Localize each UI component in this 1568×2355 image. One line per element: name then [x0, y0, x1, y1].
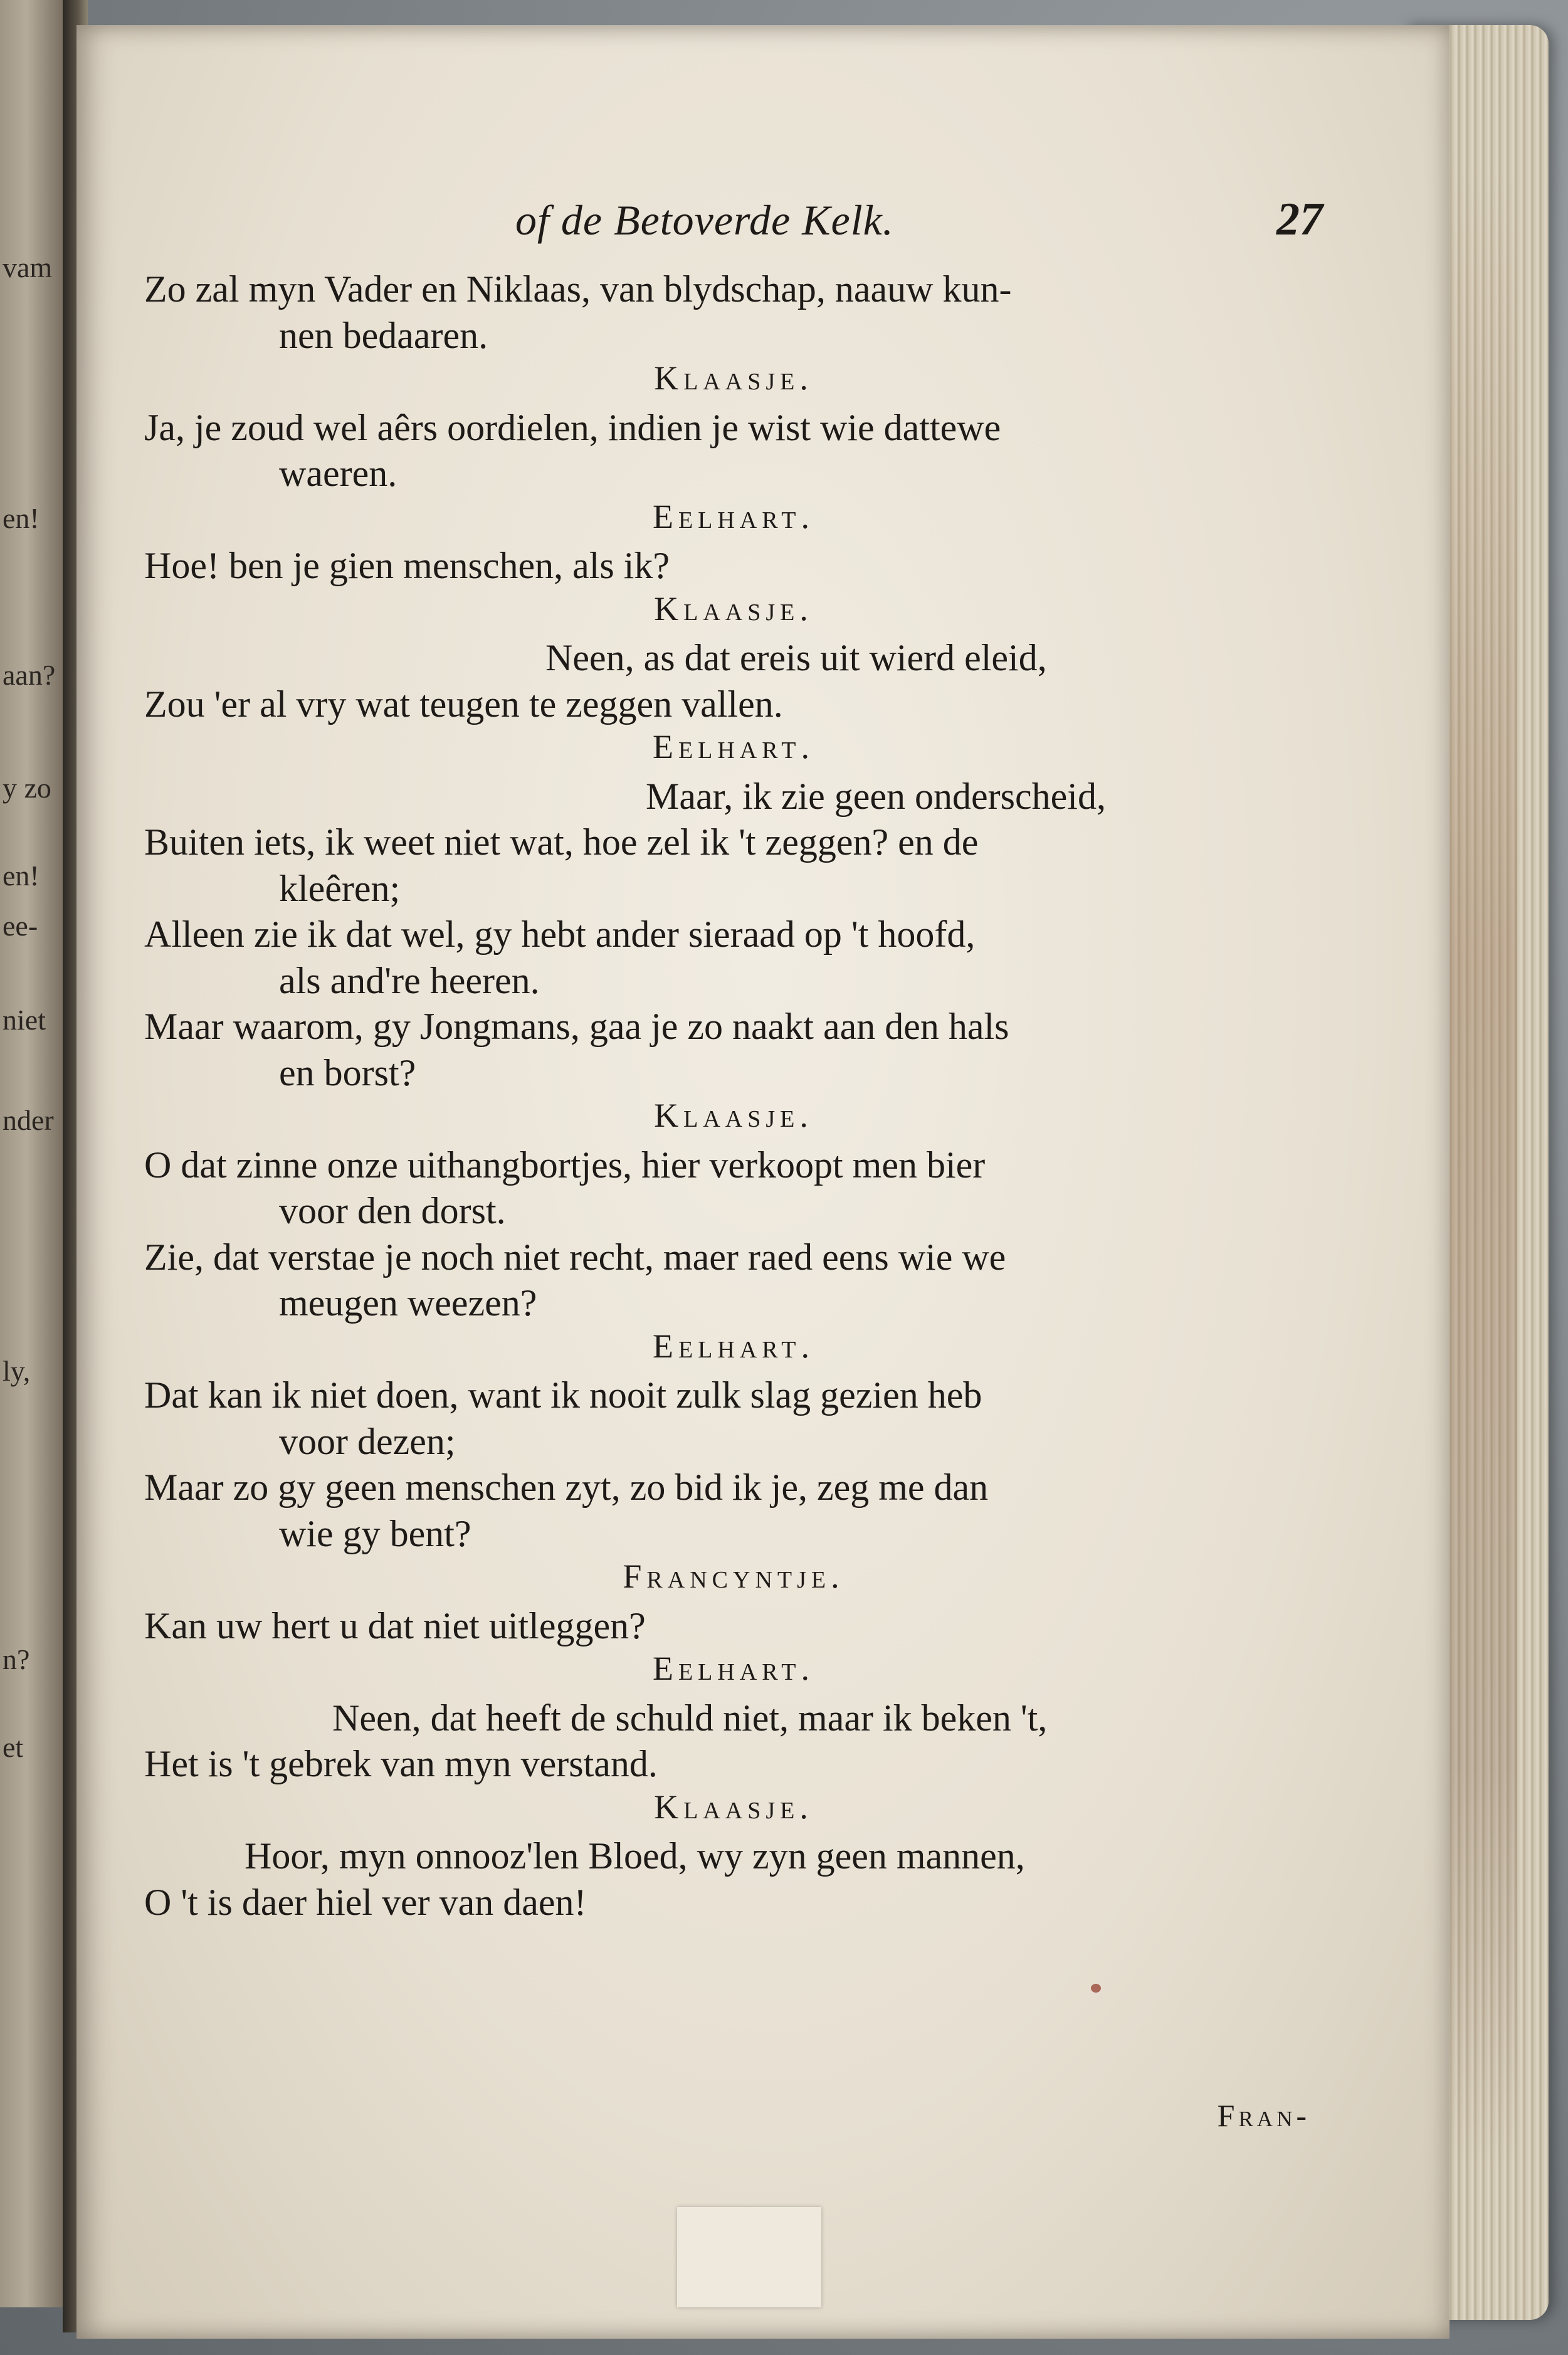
dialogue-line: Maar, ik zie geen onderscheid,: [646, 775, 1106, 817]
ink-spot: [1091, 1984, 1101, 1993]
dialogue-line: Buiten iets, ik weet niet wat, hoe zel ik 't zeggen? en de: [144, 821, 979, 863]
dialogue-line: wie gy bent?: [279, 1512, 471, 1554]
dialogue-line: Zou 'er al vry wat teugen te zeggen vallen.: [144, 683, 783, 725]
speaker-name: Klaasje.: [654, 1788, 813, 1826]
speaker-name: Klaasje.: [654, 1097, 813, 1134]
dialogue-line: Zie, dat verstae je noch niet recht, maer raed eens wie we: [144, 1236, 1006, 1278]
paper-tab: [677, 2207, 821, 2307]
running-head: [144, 182, 1323, 257]
facing-page-fragment: ee-: [3, 910, 38, 942]
facing-page-edge: [0, 0, 73, 2307]
facing-page-fragment: niet: [3, 1004, 46, 1036]
dialogue-line: voor den dorst.: [279, 1190, 506, 1231]
facing-page-fragment: y zo: [3, 772, 51, 804]
speaker-name: Francyntje.: [623, 1557, 845, 1595]
dialogue-line: meugen weezen?: [279, 1282, 537, 1324]
dialogue-line: voor dezen;: [279, 1420, 456, 1462]
dialogue-line: Hoor, myn onnooz'len Bloed, wy zyn geen mannen,: [245, 1835, 1025, 1877]
dialogue-line: kleêren;: [279, 867, 401, 909]
dialogue-line: Maar zo gy geen menschen zyt, zo bid ik je, zeg me dan: [144, 1467, 989, 1508]
dialogue-line: Alleen zie ik dat wel, gy hebt ander sieraad op 't hoofd,: [144, 914, 976, 955]
speaker-name: Klaasje.: [654, 589, 813, 628]
running-title: of de Betoverde Kelk.: [515, 196, 894, 244]
dialogue-line: waeren.: [279, 453, 397, 494]
dialogue-line: O dat zinne onze uithangbortjes, hier verkoopt men bier: [144, 1144, 986, 1186]
speaker-name: Eelhart.: [652, 1327, 815, 1365]
facing-page-fragment: et: [3, 1731, 24, 1763]
speaker-name: Eelhart.: [652, 497, 815, 535]
page-number: 27: [1276, 194, 1323, 245]
dialogue-line: Hoe! ben je gien menschen, als ik?: [144, 545, 670, 586]
dialogue-line: Het is 't gebrek van myn verstand.: [144, 1743, 658, 1784]
dialogue-line: Ja, je zoud wel aêrs oordielen, indien je wist wie dattewe: [144, 406, 1001, 448]
facing-page-fragment: en!: [3, 502, 39, 534]
facing-page-fragment: ly,: [3, 1355, 31, 1387]
dialogue-line: O 't is daer hiel ver van daen!: [144, 1881, 587, 1923]
dialogue-line: nen bedaaren.: [279, 314, 488, 356]
page-stain: [1442, 163, 1517, 2169]
dialogue-line: Neen, dat heeft de schuld niet, maar ik beken 't,: [332, 1697, 1048, 1739]
facing-page-fragment: n?: [3, 1643, 30, 1675]
dialogue-line: Zo zal myn Vader en Niklaas, van blydschap, naauw kun-: [144, 268, 1012, 310]
facing-page-fragment: nder: [3, 1104, 54, 1136]
facing-page-fragment: en!: [3, 860, 39, 892]
catchword: Fran-: [1217, 2098, 1310, 2133]
speaker-name: Klaasje.: [654, 359, 813, 397]
dialogue-line: Maar waarom, gy Jongmans, gaa je zo naakt aan den hals: [144, 1006, 1009, 1047]
dialogue-line: als and're heeren.: [279, 959, 540, 1001]
speaker-name: Eelhart.: [652, 728, 815, 766]
dialogue-line: Dat kan ik niet doen, want ik nooit zulk slag gezien heb: [144, 1374, 982, 1416]
book-page: [76, 25, 1450, 2339]
dialogue-line: Neen, as dat ereis uit wierd eleid,: [545, 637, 1047, 678]
facing-page-fragment: vam: [3, 251, 53, 283]
facing-page-fragment: aan?: [3, 659, 56, 691]
dialogue-line: Kan uw hert u dat niet uitleggen?: [144, 1604, 646, 1646]
speaker-name: Eelhart.: [652, 1650, 815, 1687]
dialogue-line: en borst?: [279, 1051, 416, 1093]
